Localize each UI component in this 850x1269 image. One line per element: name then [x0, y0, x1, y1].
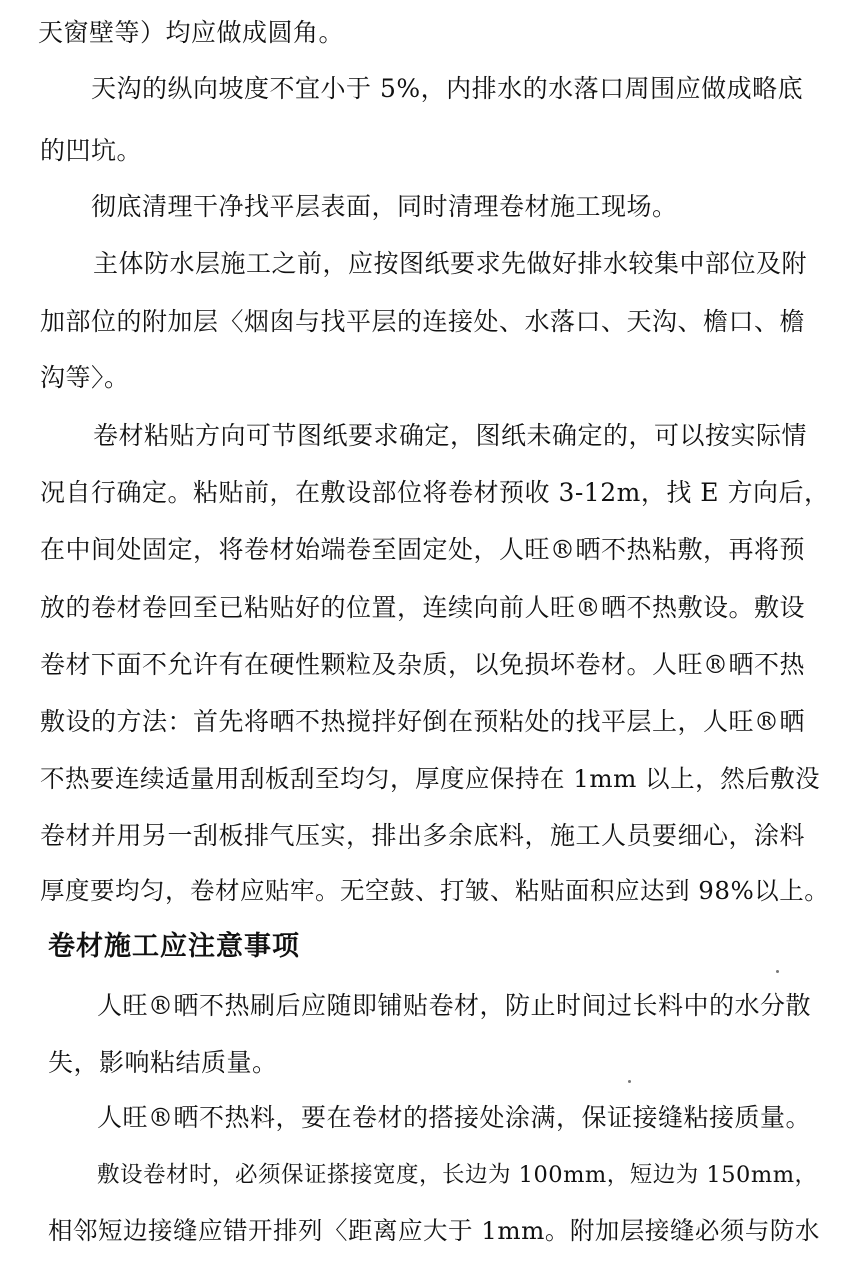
text-line: 在中间处固定，将卷材始端卷至固定处，人旺®晒不热粘敷，再将预 [40, 535, 806, 564]
text-line: 敷设的方法：首先将晒不热搅拌好倒在预粘处的找平层上，人旺®晒 [40, 707, 806, 736]
text-line: 天沟的纵向坡度不宜小于 5%，内排水的水落口周围应做成略底 [91, 74, 804, 103]
text-line: 主体防水层施工之前，应按图纸要求先做好排水较集中部位及附 [93, 249, 808, 278]
text-line: 厚度要均匀，卷材应贴牢。无空鼓、打皱、粘贴面积应达到 98%以上。 [40, 876, 830, 905]
section-heading: 卷材施工应注意事项 [48, 931, 300, 962]
text-line: 人旺®晒不热刷后应随即铺贴卷材，防止时间过长料中的水分散 [97, 991, 812, 1020]
text-line: 天窗壁等）均应做成圆角。 [38, 18, 345, 47]
text-line: 卷材并用另一刮板排气压实，排出多余底料，施工人员要细心，涂料 [40, 821, 806, 850]
text-line: 卷材下面不允许有在硬性颗粒及杂质，以免损坏卷材。人旺®晒不热 [40, 650, 806, 679]
text-line: 卷材粘贴方向可节图纸要求确定，图纸未确定的，可以按实际情 [93, 421, 808, 450]
text-line: 的凹坑。 [40, 136, 143, 165]
text-line: 不热要连续适量用刮板刮至均匀，厚度应保持在 1mm 以上，然后敷没 [40, 764, 821, 793]
text-line: 况自行确定。粘贴前，在敷设部位将卷材预收 3-12m，找 E 方向后， [40, 478, 830, 507]
text-line: 失，影响粘结质量。 [48, 1048, 278, 1077]
text-line: 加部位的附加层〈烟囱与找平层的连接处、水落口、天沟、檐口、檐 [40, 307, 806, 336]
scan-speck [776, 970, 779, 973]
text-line: 敷设卷材时，必须保证搽接宽度，长边为 100mm，短边为 150mm， [97, 1162, 818, 1188]
text-line: 放的卷材卷回至已粘贴好的位置，连续向前人旺®晒不热敷设。敷设 [40, 593, 806, 622]
text-line: 相邻短边接缝应错开排列〈距离应大于 1mm。附加层接缝必须与防水 [48, 1216, 820, 1245]
text-line: 彻底清理干净找平层表面，同时清理卷材施工现场。 [91, 192, 678, 221]
scan-speck [628, 1080, 631, 1083]
text-line: 沟等〉。 [40, 363, 130, 392]
text-line: 人旺®晒不热料，要在卷材的搭接处涂满，保证接缝粘接质量。 [97, 1103, 812, 1132]
